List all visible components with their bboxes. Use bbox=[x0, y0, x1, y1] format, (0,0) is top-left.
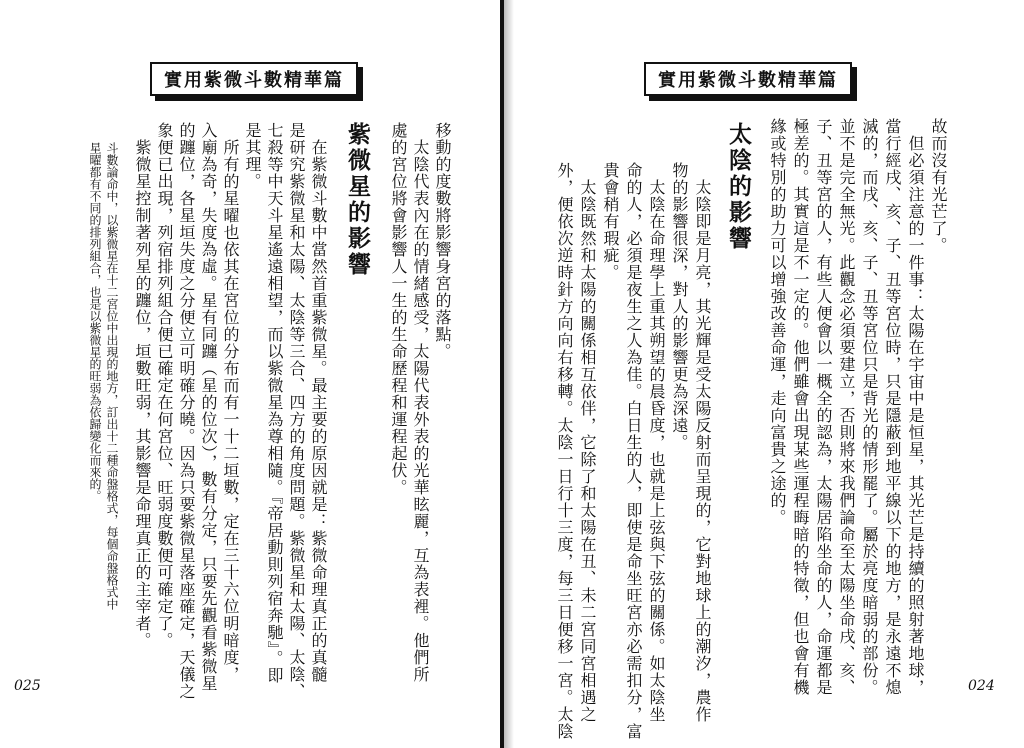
text-column: 並不是完全無光。此觀念必須要建立，否則將來我們論命至太陽坐命戌、亥、 bbox=[837, 118, 856, 696]
text-column: 象便已出現，列宿排列組合便已確定在何宮位、旺弱度數便可確定了。 bbox=[155, 122, 174, 649]
text-column: 外，便依次逆時針方向向右移轉。太陰一日行十三度，每三日便移一宮。太陰 bbox=[555, 162, 574, 740]
text-column: 當行經戌、亥、子、丑等宮位時，只是隱蔽到地平線以下的地方，是永遠不熄 bbox=[883, 118, 902, 696]
text-column: 入廟為奇，失度為虛。星有同躔（星的位次），數有分定，只要先觀看紫微星 bbox=[199, 122, 218, 692]
text-column: 太陰即是月亮，其光輝是受太陽反射而呈現的，它對地球上的潮汐，農作 bbox=[693, 162, 712, 723]
right-page bbox=[504, 0, 1024, 748]
text-column: 處的宮位將會影響人一生的生命歷程和運程起伏。 bbox=[389, 122, 408, 496]
text-column: 貴會稍有瑕疵。 bbox=[601, 162, 620, 281]
text-column: 是研究紫微星和太陽、太陰等三合、四方的角度問題。紫微星和太陽、太陰、 bbox=[287, 122, 306, 700]
left-page bbox=[0, 0, 502, 748]
text-column: 太陰既然和太陽的關係相互依伴，它除了和太陽在丑、未二宮同宮相遇之 bbox=[578, 162, 597, 723]
text-column: 子、丑等宮的人，有些人便會以一概全的認為，太陽居陷坐命的人，命運都是 bbox=[814, 118, 833, 696]
text-column: 所有的星曜也依其在宮位的分布而有一十二垣數，定在三十六位明暗度， bbox=[221, 122, 240, 683]
section-heading: 紫微星的影響 bbox=[344, 122, 370, 278]
note-column: 星曜都有不同的排列組合，也是以紫微星的旺弱為依歸變化而來的。 bbox=[88, 142, 102, 502]
text-column: 命的人，必須是夜生之人為佳。白日生的人，即使是命坐旺宮亦必需扣分，富 bbox=[624, 162, 643, 740]
text-column: 太陰在命理學上重其朔望的晨昏度，也就是上弦與下弦的關係。如太陰坐 bbox=[647, 162, 666, 723]
text-column: 緣或特別的助力可以增強改善命運，走向富貴之途的。 bbox=[768, 118, 787, 526]
text-column: 紫微星控制著列星的躔位，垣數旺弱，其影響是命理真正的主宰者。 bbox=[133, 122, 152, 649]
book-title: 實用紫微斗數精華篇 bbox=[658, 70, 838, 91]
text-column: 太陰代表內在的情緒感受，太陽代表外表的光華眩麗，互為表裡。他們所 bbox=[411, 122, 430, 683]
text-column: 是其理。 bbox=[243, 122, 262, 190]
text-column: 極差的。其實這是不一定的。他們雖會出現某些運程晦暗的特徵，但也會有機 bbox=[791, 118, 810, 696]
text-column: 七殺等中天斗星遙遠相望，而以紫微星為尊相隨。『帝居動則列宿奔馳』。即 bbox=[265, 122, 284, 684]
book-title-banner bbox=[644, 62, 852, 96]
text-column: 滅的，而戌、亥、子、丑等宮位只是背光的情形罷了。屬於亮度暗弱的部份。 bbox=[860, 118, 879, 696]
page-number: 025 bbox=[14, 678, 41, 694]
page-number: 024 bbox=[968, 678, 995, 694]
text-column: 故而沒有光芒了。 bbox=[929, 118, 948, 254]
text-column: 物的影響很深，對人的影響更為深遠。 bbox=[670, 162, 689, 451]
text-column: 但必須注意的一件事：太陽在宇宙中是恒星，其光芒是持續的照射著地球， bbox=[906, 118, 925, 696]
text-column: 在紫微斗數中當然首重紫微星。最主要的原因就是：紫微命理真正的真髓 bbox=[309, 122, 328, 683]
note-column: 斗數論命中，以紫微星在十二宮位中出現的地方，訂出十二種命盤格式，每個命盤格式中 bbox=[105, 142, 119, 610]
text-column: 的躔位，各星垣失度之分便立可明確分曉。因為只要紫微星落座確定，天儀之 bbox=[177, 122, 196, 700]
section-heading: 太陰的影響 bbox=[725, 122, 751, 252]
book-title-banner bbox=[150, 62, 358, 96]
text-column: 移動的度數將影響身宮的落點。 bbox=[433, 122, 452, 360]
book-title: 實用紫微斗數精華篇 bbox=[164, 70, 344, 91]
